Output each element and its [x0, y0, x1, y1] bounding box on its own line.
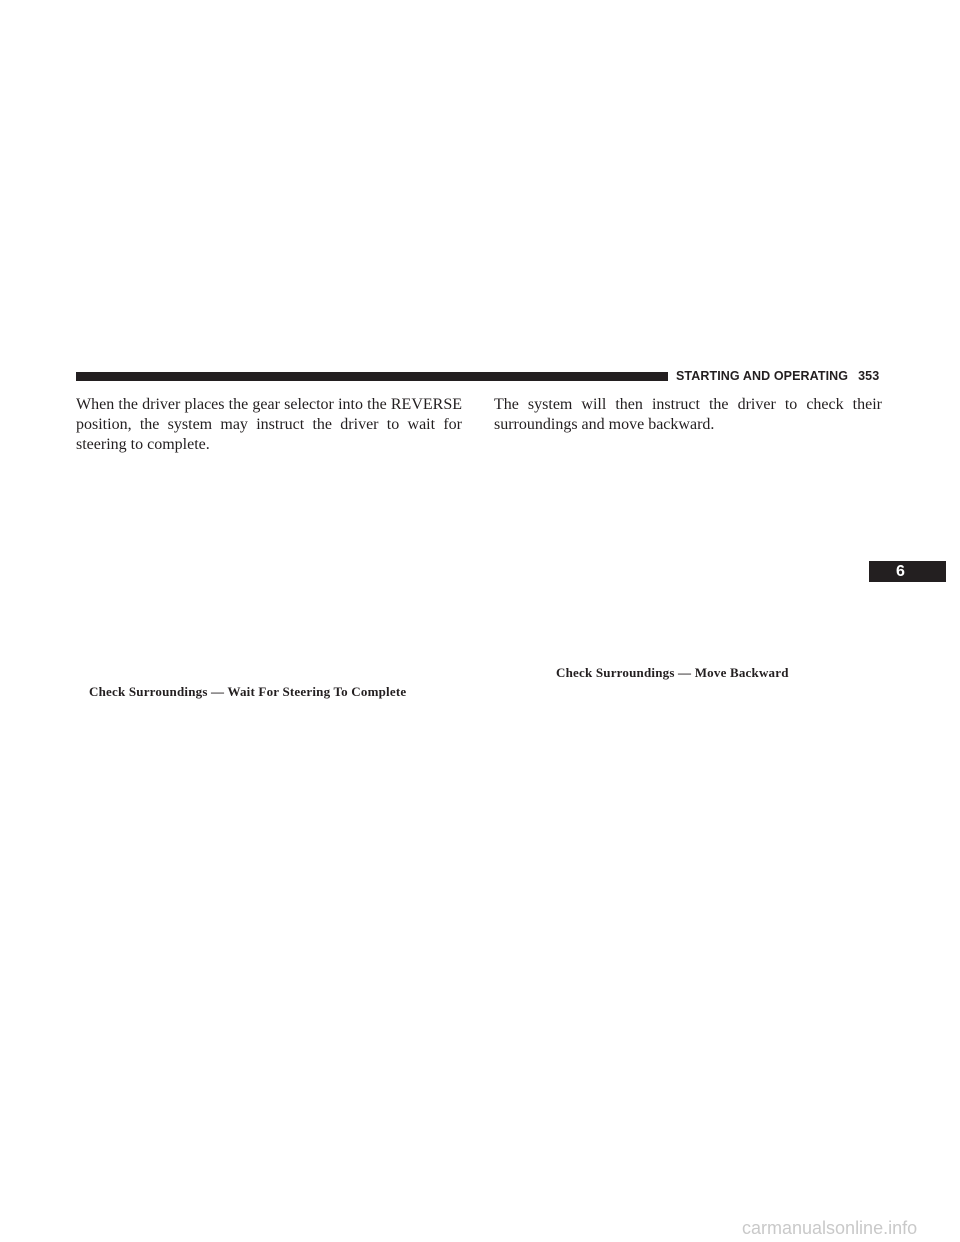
left-figure-caption: Check Surroundings — Wait For Steering To Complete	[89, 684, 407, 699]
page-header	[676, 369, 879, 383]
right-figure-caption: Check Surroundings — Move Backward	[556, 665, 789, 680]
chapter-tab	[869, 561, 946, 582]
watermark: carmanualsonline.info	[742, 1218, 918, 1238]
header-rule	[76, 372, 668, 381]
page-number: 353	[858, 369, 880, 383]
chapter-number: 6	[896, 563, 905, 580]
right-paragraph: The system will then instruct the driver to check their surroundings and move backward.	[494, 396, 882, 433]
section-title: STARTING AND OPERATING	[676, 369, 849, 383]
left-paragraph: When the driver places the gear selector into the REVERSE position, the system may instruct the driver to wait for steering to complete.	[76, 396, 462, 453]
